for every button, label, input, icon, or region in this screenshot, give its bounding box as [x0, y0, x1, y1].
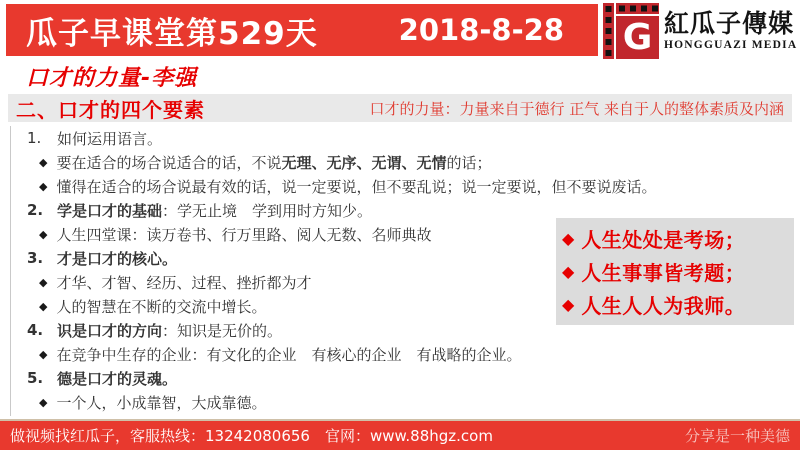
- text-segment: 懂得在适合的场合说最有效的话，说一定要说，但不要乱说；说一定要说，但不要说废话。: [56, 177, 657, 196]
- diamond-bullet-icon: ◆: [562, 229, 575, 248]
- diamond-bullet-icon: ◆: [39, 395, 48, 409]
- outline-item-number: 3.: [27, 249, 44, 267]
- outline-bullet-text: [56, 176, 656, 197]
- outline-bullet: [27, 390, 792, 414]
- text-segment: 人的智慧在不断的交流中增长。: [56, 297, 267, 316]
- outline-item-title: [57, 128, 162, 149]
- outline-bullet-text: [56, 344, 521, 365]
- highlight-item: [562, 224, 788, 253]
- diamond-bullet-icon: ◆: [39, 299, 48, 313]
- highlight-text: 人生处处是考场；: [581, 228, 746, 252]
- outline-item-number: 5.: [27, 369, 44, 387]
- outline-item-number: 2.: [27, 201, 44, 219]
- logo-text: [664, 8, 798, 52]
- outline-bullet-text: [56, 152, 491, 173]
- outline-bullet-text: [56, 296, 266, 317]
- highlight-item: [562, 257, 788, 286]
- section-note: 口才的力量：力量来自于德行 正气 来自于人的整体素质及内涵: [369, 99, 784, 118]
- footer-bar: [0, 419, 800, 450]
- highlight-item: [562, 290, 788, 319]
- text-segment: 德是口才的灵魂。: [57, 369, 178, 388]
- text-segment: 无理、无序、无谓、无情: [281, 153, 447, 172]
- diamond-bullet-icon: ◆: [562, 262, 575, 281]
- text-segment: 如何运用语言。: [57, 129, 163, 148]
- outline-bullet-text: [56, 392, 266, 413]
- footer-slogan: 分享是一种美德: [684, 427, 790, 445]
- logo-name-cn: 紅瓜子傳媒: [664, 8, 795, 38]
- outline-item-title: [57, 368, 177, 389]
- text-segment: 在竞争中生存的企业：有文化的企业 有核心的企业 有战略的企业。: [56, 345, 522, 364]
- text-segment: 要在适合的场合说适合的话，不说: [56, 153, 282, 172]
- diamond-bullet-icon: ◆: [39, 155, 48, 169]
- outline-item-number: 4.: [27, 321, 44, 339]
- section-title: 二、口才的四个要素: [16, 97, 205, 122]
- outline-item-title: [57, 320, 282, 341]
- outline-bullet-text: [56, 272, 311, 293]
- diamond-bullet-icon: ◆: [39, 275, 48, 289]
- logo: [598, 0, 800, 62]
- text-segment: 的话；: [446, 153, 492, 172]
- text-segment: 人生四堂课：读万卷书、行万里路、阅人无数、名师典故: [56, 225, 432, 244]
- header-date: 2018-8-28: [398, 13, 564, 47]
- text-segment: 学是口才的基础: [57, 201, 163, 220]
- diamond-bullet-icon: ◆: [39, 179, 48, 193]
- diamond-bullet-icon: ◆: [39, 227, 48, 241]
- header-bar: [6, 4, 598, 56]
- text-segment: ：知识是无价的。: [162, 321, 283, 340]
- diamond-bullet-icon: ◆: [562, 295, 575, 314]
- outline-item-title: [57, 200, 372, 221]
- hongguazi-filmstrip-g-icon: [603, 3, 659, 59]
- logo-name-en: HONGGUAZI MEDIA: [664, 39, 798, 52]
- logo-g-letter: G: [622, 17, 653, 58]
- outline-item: [27, 366, 792, 390]
- highlight-box: [556, 218, 794, 325]
- footer-contact: 做视频找红瓜子，客服热线：13242080656 官网：www.88hgz.com: [10, 427, 493, 445]
- text-segment: 一个人，小成靠智，大成靠德。: [56, 393, 267, 412]
- outline-bullet: [27, 342, 792, 366]
- outline-item: [27, 126, 792, 150]
- outline-bullet-text: [56, 224, 431, 245]
- text-segment: 才是口才的核心。: [57, 249, 178, 268]
- page-title: 瓜子早课堂第529天: [26, 15, 318, 52]
- highlight-text: 人生事事皆考题；: [581, 261, 746, 285]
- highlight-text: 人生人人为我师。: [581, 294, 746, 318]
- lecture-subtitle: 口才的力量-李强: [26, 66, 198, 91]
- outline-bullet: [27, 150, 792, 174]
- outline-bullet: [27, 174, 792, 198]
- diamond-bullet-icon: ◆: [39, 347, 48, 361]
- section-bar: [8, 94, 792, 122]
- text-segment: ：学无止境 学到用时方知少。: [162, 201, 373, 220]
- outline-item-title: [57, 248, 177, 269]
- outline-item-number: 1.: [27, 129, 42, 147]
- text-segment: 才华、才智、经历、过程、挫折都为才: [56, 273, 312, 292]
- text-segment: 识是口才的方向: [57, 321, 163, 340]
